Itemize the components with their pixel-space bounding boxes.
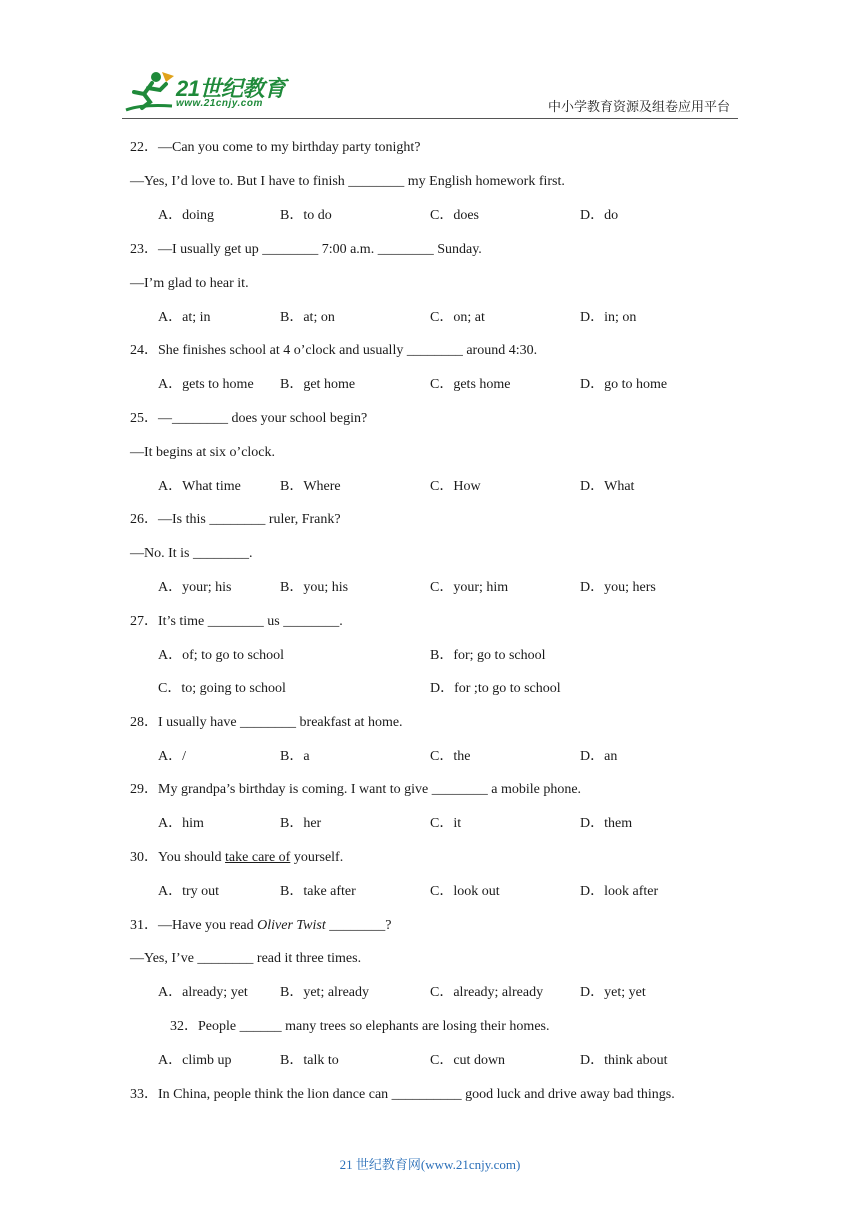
question-22-response: —Yes, I’d love to. But I have to finish ________ my English homework first. [130,174,565,189]
question-30-underlined: take care of [225,850,291,865]
question-33-stem: 33．In China, people think the lion dance can __________ good luck and drive away bad things. [130,1087,675,1102]
option-24-c: C．gets home [430,377,511,392]
option-32-b: B．talk to [280,1053,339,1068]
option-29-d: D．them [580,816,633,831]
header-divider [122,118,738,119]
option-23-d: D．in; on [580,310,637,325]
question-23-response: —I’m glad to hear it. [130,276,249,291]
question-25-response: —It begins at six o’clock. [130,445,276,460]
option-26-a: A．your; his [158,580,232,595]
option-30-a: A．try out [158,884,220,899]
option-22-a: A．doing [158,208,214,223]
question-30-post: yourself. [290,850,344,865]
option-32-c: C．cut down [430,1053,506,1068]
option-28-c: C．the [430,749,471,764]
option-22-d: D．do [580,208,619,223]
option-22-c: C．does [430,208,479,223]
logo [122,70,292,114]
option-32-d: D．think about [580,1053,668,1068]
question-23-stem: 23．—I usually get up ________ 7:00 a.m. ________ Sunday. [130,242,482,257]
option-24-a: A．gets to home [158,377,254,392]
option-31-d: D．yet; yet [580,985,646,1000]
option-24-b: B．get home [280,377,356,392]
option-31-a: A．already; yet [158,985,248,1000]
question-30-stem [130,849,343,867]
question-28-stem: 28．I usually have ________ breakfast at home. [130,715,403,730]
option-27-d: D．for ;to go to school [430,681,561,696]
question-29-stem: 29．My grandpa’s birthday is coming. I want to give ________ a mobile phone. [130,782,582,797]
question-30-pre: 30．You should [130,850,226,865]
option-29-a: A．him [158,816,204,831]
question-26-stem: 26．—Is this ________ ruler, Frank? [130,512,341,527]
question-31-pre: 31．—Have you read [130,918,258,933]
question-31-post: ________? [325,918,392,933]
option-26-b: B．you; his [280,580,349,595]
logo-text: 21世纪教育 [176,76,286,101]
option-23-a: A．at; in [158,310,211,325]
footer-link[interactable]: 21 世纪教育网(www.21cnjy.com) [339,1157,521,1172]
option-28-b: B．a [280,749,310,764]
option-24-d: D．go to home [580,377,668,392]
question-26-response: —No. It is ________. [130,546,253,561]
option-31-c: C．already; already [430,985,544,1000]
option-30-d: D．look after [580,884,659,899]
question-31-book-title: Oliver Twist [257,918,326,933]
option-32-a: A．climb up [158,1053,232,1068]
option-31-b: B．yet; already [280,985,370,1000]
platform-title: 中小学教育资源及组卷应用平台 [547,99,730,114]
option-25-b: B．Where [280,479,341,494]
option-22-b: B．to do [280,208,332,223]
question-31-stem [130,917,391,935]
question-24-stem: 24．She finishes school at 4 o’clock and usually ________ around 4:30. [130,343,538,358]
question-22-stem: 22．—Can you come to my birthday party tonight? [130,140,421,155]
option-28-a: A．/ [158,749,186,764]
option-27-c: C．to; going to school [158,681,286,696]
option-27-b: B．for; go to school [430,648,546,663]
option-26-c: C．your; him [430,580,509,595]
option-23-c: C．on; at [430,310,485,325]
question-31-response: —Yes, I’ve ________ read it three times. [130,951,362,966]
option-29-b: B．her [280,816,322,831]
option-28-d: D．an [580,749,618,764]
option-25-d: D．What [580,479,635,494]
option-27-a: A．of; to go to school [158,648,284,663]
option-25-a: A．What time [158,479,241,494]
option-25-c: C．How [430,479,481,494]
question-32-stem: 32．People ______ many trees so elephants are losing their homes. [170,1019,550,1034]
question-27-stem: 27．It’s time ________ us ________. [130,614,343,629]
option-30-b: B．take after [280,884,356,899]
option-23-b: B．at; on [280,310,335,325]
runner-logo-icon [122,70,176,114]
option-26-d: D．you; hers [580,580,656,595]
option-29-c: C．it [430,816,462,831]
logo-url: www.21cnjy.com [176,98,263,109]
option-30-c: C．look out [430,884,500,899]
question-25-stem: 25．—________ does your school begin? [130,411,368,426]
